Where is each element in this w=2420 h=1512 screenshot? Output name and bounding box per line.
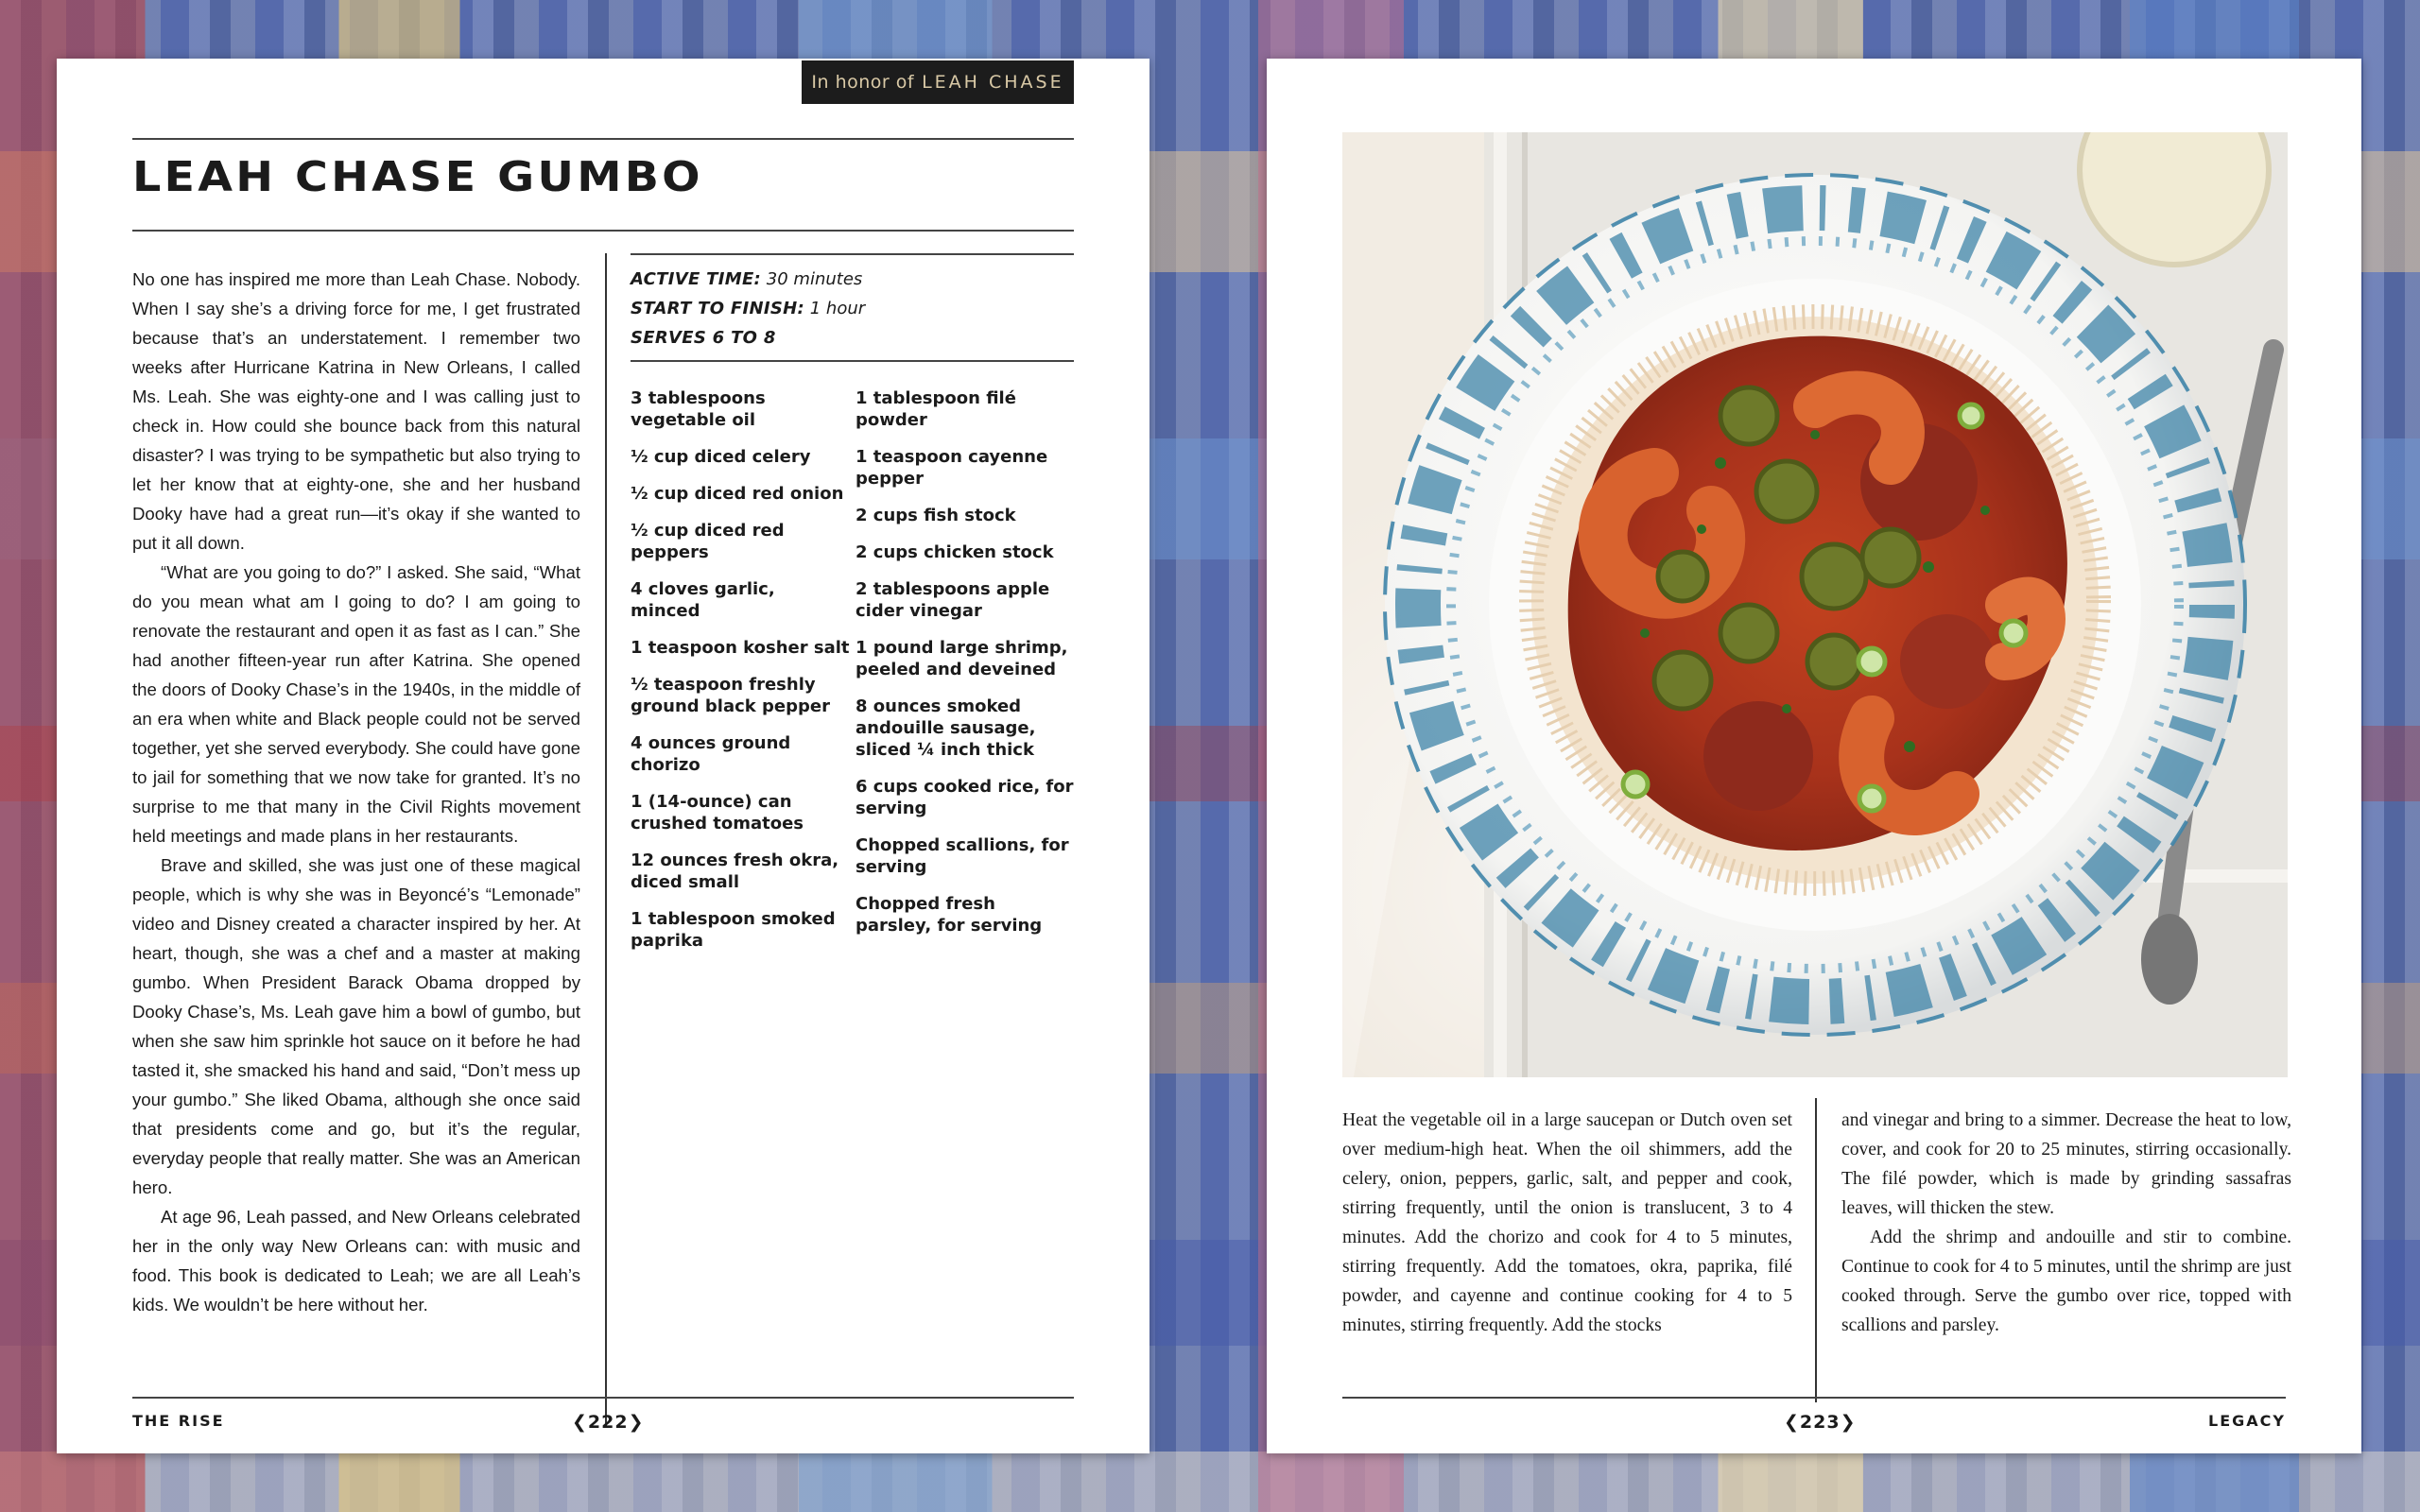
serves <box>631 323 1075 352</box>
ingredient: 1 (14-ounce) can crushed tomatoes <box>631 792 804 833</box>
right-page <box>1267 59 2361 1453</box>
okra-slice <box>1654 652 1711 709</box>
ingredient: 1 teaspoon kosher salt <box>631 638 850 658</box>
ingredients-column-1 <box>631 387 850 967</box>
ingredient: 4 ounces ground chorizo <box>631 733 791 775</box>
ingredient: ½ cup diced red onion <box>631 484 844 504</box>
intro-paragraph: No one has inspired me more than Leah Chase. Nobody. When I say she’s a driving force for me, I get frustrated because that’s an understatement. I remember two weeks after Hurricane Katrina in New Orleans, I called Ms. Leah. She was eighty-one and I was calling just to check in. How could she bounce back from this natural disaster? I was trying to be sympathetic but also trying to let her know that at eighty-one, she and her husband Dooky have had a great run—it’s okay if she wanted to put it all down. <box>132 269 580 553</box>
ingredient: 2 cups chicken stock <box>856 542 1054 562</box>
okra-slice <box>1802 544 1866 609</box>
top-rule <box>132 138 1074 140</box>
parsley-fleck <box>1923 561 1934 573</box>
footer-rule <box>132 1397 1074 1399</box>
scallion-slice <box>1623 772 1648 797</box>
intro-paragraph: “What are you going to do?” I asked. She said, “What do you mean what am I going to do? I am going to renovate the restaurant and open it as fast as I can.” She had another fifteen-year run after Katrina. She opened the doors of Dooky Chase’s in the 1940s, in the middle of an era when white and Black people could not be served together, yet she served everybody. She could have gone to jail for something that we now take for granted. It’s no surprise to me that many in the Civil Rights movement held meetings and made plans in her restaurants. <box>132 562 580 846</box>
ingredient: Chopped scallions, for serving <box>856 835 1069 877</box>
method-paragraph: Heat the vegetable oil in a large saucepan or Dutch oven set over medium-high heat. When the oil shimmers, add the celery, onion, peppers, garlic, salt, and pepper and cook, stirring frequently, until the onion is translucent, 3 to 4 minutes. Add the chorizo and cook for 4 to 5 minutes, stirring frequently. Add the tomatoes, okra, paprika, filé powder, and cayenne and continue cooking for 4 to 5 minutes, stirring frequently. Add the stocks <box>1342 1110 1792 1335</box>
okra-slice <box>1862 529 1919 586</box>
section-label: LEGACY <box>2208 1412 2286 1430</box>
title-rule <box>132 230 1074 232</box>
honor-banner <box>802 60 1074 104</box>
scallion-slice <box>1859 786 1884 811</box>
intro-paragraph: Brave and skilled, she was just one of these magical people, which is why she was in Beyoncé’s “Lemonade” video and Disney created a character inspired by her. At heart, though, she was a chef and a master at making gumbo. When President Barack Obama dropped by Dooky Chase’s, Ms. Leah gave him a bowl of gumbo, but when she saw him sprinkle hot sauce on it before he had tasted it, she smacked his hand and said, “Don’t mess up your gumbo.” She liked Obama, although she once said that presidents come and go, but it’s the regular, everyday people that really matter. She was an American hero. <box>132 855 580 1197</box>
ingredient: 1 tablespoon filé powder <box>856 388 1016 430</box>
sausage-slice <box>1703 701 1813 811</box>
start-to-finish-value: 1 hour <box>809 299 866 318</box>
okra-slice <box>1807 635 1860 688</box>
parsley-fleck <box>1697 524 1706 534</box>
ingredients-list <box>631 387 1075 967</box>
ingredient: 4 cloves garlic, minced <box>631 579 775 621</box>
ingredient: ½ cup diced red peppers <box>631 521 785 562</box>
intro-text <box>132 265 580 1319</box>
page-number: ❮222❯ <box>572 1412 645 1433</box>
gumbo-bowl-illustration <box>1342 132 2288 1077</box>
gumbo-photo <box>1342 132 2288 1077</box>
sausage-slice <box>1900 614 1995 709</box>
scallion-slice <box>1960 404 1982 427</box>
parsley-fleck <box>1810 430 1820 439</box>
ingredient: 6 cups cooked rice, for serving <box>856 777 1074 818</box>
parsley-fleck <box>1640 628 1650 638</box>
left-page <box>57 59 1150 1453</box>
method-paragraph: Add the shrimp and andouille and stir to combine. Continue to cook for 4 to 5 minutes, until the shrimp are just cooked through. Serve the gumbo over rice, topped with scallions and parsley. <box>1841 1228 2291 1335</box>
ingredient: 12 ounces fresh okra, diced small <box>631 850 839 892</box>
ingredient: 3 tablespoons vegetable oil <box>631 388 766 430</box>
scallion-slice <box>2001 621 2026 645</box>
footer-rule <box>1342 1397 2286 1399</box>
method-paragraph: and vinegar and bring to a simmer. Decrease the heat to low, cover, and cook for 20 to 25 minutes, stirring occasionally. The filé powder, which is made by grinding sassafras leaves, will thicken the stew. <box>1841 1110 2291 1218</box>
active-time <box>631 265 1075 294</box>
ingredients-column-2 <box>856 387 1075 967</box>
parsley-fleck <box>1715 457 1726 469</box>
method-divider <box>1815 1098 1817 1402</box>
okra-slice <box>1658 552 1707 601</box>
honor-prefix: In honor of <box>811 72 915 93</box>
honor-name: LEAH CHASE <box>922 72 1064 93</box>
ingredient: 1 teaspoon cayenne pepper <box>856 447 1048 489</box>
column-divider <box>605 253 607 1427</box>
intro-paragraph: At age 96, Leah passed, and New Orleans celebrated her in the only way New Orleans can: with music and food. This book is dedicated to Leah; we are all Leah’s kids. We wouldn’t be here without her. <box>132 1207 580 1314</box>
okra-slice <box>1720 387 1777 444</box>
meta-rule-top <box>631 253 1074 255</box>
okra-slice <box>1720 605 1777 662</box>
meta-rule-bottom <box>631 360 1074 362</box>
active-time-label: ACTIVE TIME: <box>631 269 762 289</box>
page-number: ❮223❯ <box>1784 1412 1857 1433</box>
active-time-value: 30 minutes <box>766 269 863 289</box>
start-to-finish <box>631 294 1075 323</box>
section-label: THE RISE <box>132 1412 225 1430</box>
method-column-2 <box>1841 1106 2291 1340</box>
recipe-meta <box>631 265 1075 352</box>
parsley-fleck <box>1980 506 1990 515</box>
ingredient: ½ cup diced celery <box>631 447 811 467</box>
parsley-fleck <box>1782 704 1791 713</box>
ingredient: 8 ounces smoked andouille sausage, sliced ¼ inch thick <box>856 696 1036 760</box>
ingredient: 1 tablespoon smoked paprika <box>631 909 836 951</box>
ingredient: Chopped fresh parsley, for serving <box>856 894 1043 936</box>
recipe-title: LEAH CHASE GUMBO <box>132 153 703 201</box>
ingredient: 1 pound large shrimp, peeled and deveined <box>856 638 1068 679</box>
ingredient: ½ teaspoon freshly ground black pepper <box>631 675 830 716</box>
start-to-finish-label: START TO FINISH: <box>631 299 804 318</box>
serves-label: SERVES 6 TO 8 <box>631 328 776 348</box>
method-column-1 <box>1342 1106 1792 1340</box>
okra-slice <box>1756 461 1817 522</box>
spoon-handle <box>2141 914 2198 1005</box>
ingredient: 2 tablespoons apple cider vinegar <box>856 579 1050 621</box>
scallion-slice <box>1858 648 1885 675</box>
parsley-fleck <box>1904 741 1915 752</box>
ingredient: 2 cups fish stock <box>856 506 1016 525</box>
